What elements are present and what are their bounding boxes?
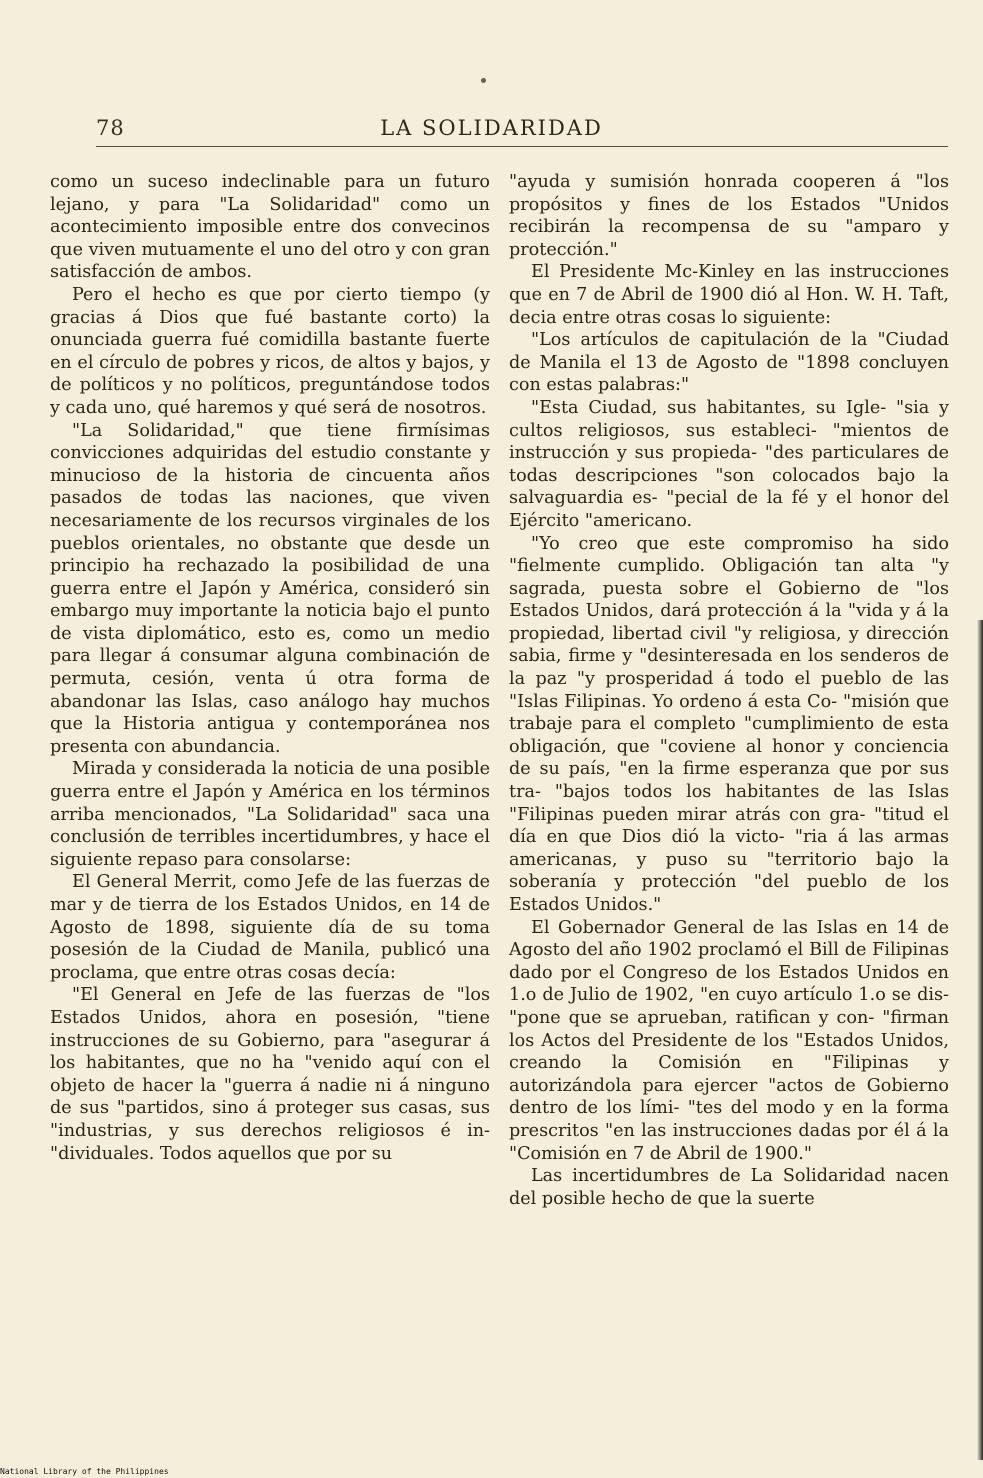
- paragraph: Pero el hecho es que por cierto tiempo (y gracias á Dios que fué bastante corto) la onunciada guerra fué comidilla bastante fuerte en el círculo de pobres y ricos, de altos y bajos, y de políticos y no políticos, preguntándose todos y cada uno, qué haremos y qué será de nosotros.: [50, 284, 490, 418]
- paragraph: El Gobernador General de las Islas en 14 de Agosto del año 1902 proclamó el Bill de Filipinas dado por el Congreso de los Estados Unidos en 1.o de Julio de 1902, "en cuyo artículo 1.o se dis- "pone que se aprueban, ratifican y con- "firman los Actos del Presidente de los "Estados Unidos, creando la Comisión en "Filipinas y autorizándola para ejercer "actos de Gobierno dentro de los lími- "tes del modo y en la forma prescritos "en las instrucciones dadas por él á la "Comisión en 7 de Abril de 1900.": [509, 917, 949, 1164]
- left-column: [50, 171, 490, 1165]
- library-credit: National Library of the Philippines: [0, 1467, 169, 1476]
- printer-mark: [481, 78, 486, 83]
- quoted-paragraph: "Yo creo que este compromiso ha sido "fielmente cumplido. Obligación tan alta "y sagrada, puesta sobre el Gobierno de "los Estados Unidos, dará protección á la "vida y á la propiedad, libertad civil "y religiosa, y dirección sabia, firme y "desinteresada en los senderos de la paz "y prosperidad á todo el pueblo de las "Islas Filipinas. Yo ordeno á esta Co- "misión que trabaje para el completo "cumplimiento de esta obligación, que "coviene al honor y conciencia de su país, "en la firme esperanza que por sus tra- "bajos todos los habitantes de las Islas "Filipinas pueden mirar atrás con gra- "titud el día en que Dios dió la victo- "ria á las armas americanas, y puso su "territorio bajo la soberanía y protección "del pueblo de los Estados Unidos.": [509, 533, 949, 915]
- page-edge-shadow: [977, 620, 983, 1460]
- paragraph: Mirada y considerada la noticia de una posible guerra entre el Japón y América en los términos arriba mencionados, "La Solidaridad" saca una conclusión de terribles incertidumbres, y hace el siguiente repaso para consolarse:: [50, 759, 490, 870]
- right-column: [509, 171, 949, 1210]
- quoted-paragraph: "ayuda y sumisión honrada cooperen á "los propósitos y fines de los Estados "Unidos recibirán la recompensa de su "amparo y protección.": [509, 172, 949, 260]
- paragraph: El General Merrit, como Jefe de las fuerzas de mar y de tierra de los Estados Unidos, en 14 de Agosto de 1898, siguiente día de su toma posesión de la Ciudad de Manila, publicó una proclama, que entre otras cosas decía:: [50, 872, 490, 983]
- paragraph: El Presidente Mc-Kinley en las instrucciones que en 7 de Abril de 1900 dió al Hon. W. H. Taft, decia entre otras cosas lo siguiente:: [509, 262, 949, 328]
- paragraph: como un suceso indeclinable para un futuro lejano, y para "La Solidaridad" como un acontecimiento imposible entre dos convecinos que viven mutuamente el uno del otro y con gran satisfacción de ambos.: [50, 172, 490, 283]
- quoted-paragraph: "Esta Ciudad, sus habitantes, su Igle- "sia y cultos religiosos, sus estableci- "mientos de instrucción y sus propieda- "des particulares de todas descripciones "son colocados bajo la salvaguardia es- "pecial de la fé y el honor del Ejército "americano.: [509, 397, 949, 531]
- quoted-paragraph: "Los artículos de capitulación de la "Ciudad de Manila el 13 de Agosto de "1898 concluyen con estas palabras:": [509, 330, 949, 396]
- page-number: 78: [96, 116, 125, 140]
- paragraph: "La Solidaridad," que tiene firmísimas convicciones adquiridas del estudio constante y minucioso de la historia de cincuenta años pasados de todas las naciones, que viven necesariamente de los recursos virginales de los pueblos orientales, no obstante que desde un principio ha rechazado la posibilidad de una guerra entre el Japón y América, consideró sin embargo muy importante la noticia bajo el punto de vista diplomático, esto es, como un medio para llegar á consumar alguna combinación de permuta, cesión, venta ú otra forma de abandonar las Islas, caso análogo hay muchos que la Historia antigua y contemporánea nos presenta con abundancia.: [50, 420, 490, 757]
- header-rule: [96, 146, 948, 147]
- quoted-paragraph: "El General en Jefe de las fuerzas de "los Estados Unidos, ahora en posesión, "tiene instrucciones de su Gobierno, para "asegurar á los habitantes, que no ha "venido aquí con el objeto de hacer la "guerra á nadie ni á ninguno de sus "partidos, sino á proteger sus casas, sus "industrias, y sus derechos religiosos é in- "dividuales. Todos aquellos que por su: [50, 985, 490, 1164]
- running-header: LA SOLIDARIDAD: [380, 116, 603, 140]
- paragraph: Las incertidumbres de La Solidaridad nacen del posible hecho de que la suerte: [509, 1166, 949, 1209]
